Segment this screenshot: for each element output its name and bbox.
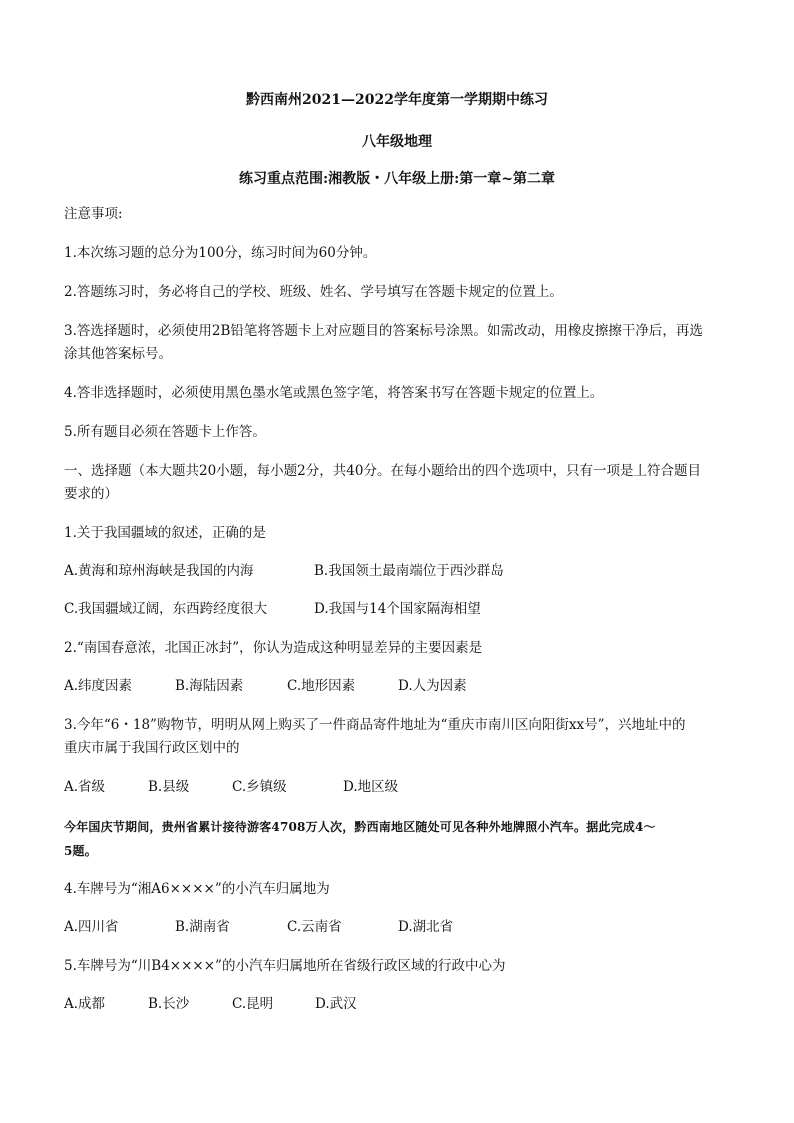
question-5-option-a: A.成都 <box>64 996 106 1012</box>
passage-text: 今年国庆节期间，贵州省累计接待游客4708万人次，黔西南地区随处可见各种外地牌照小汽车。据此完成4～ <box>64 820 656 834</box>
question-2-option-d: D.人为因素 <box>398 678 467 694</box>
exam-title: 黔西南州2021—2022学年度第一学期期中练习 <box>246 92 548 108</box>
section-heading: 一、选择题（本大题共20小题，每小题2分，共40分。在每小题给出的四个选项中，只有一项是丄符合题目 <box>64 463 701 479</box>
notice-item-3-cont: 涂其他答案标号。 <box>64 346 172 362</box>
question-5-option-c: C.昆明 <box>232 996 274 1012</box>
question-1-option-d: D.我国与14个国家隔海相望 <box>314 601 481 617</box>
question-4-stem: 4.车牌号为“湘A6××××”的小汽车归属地为 <box>64 881 330 897</box>
question-4-option-d: D.湖北省 <box>398 919 454 935</box>
notice-item-2: 2.答题练习时，务必将自己的学校、班级、姓名、学号填写在答题卡规定的位置上。 <box>64 284 563 300</box>
notice-item-5: 5.所有题目必须在答题卡上作答。 <box>64 424 266 440</box>
question-3-option-d: D.地区级 <box>343 779 399 795</box>
exam-scope: 练习重点范围:湘教版・八年级上册:第一章~第二章 <box>238 171 556 187</box>
question-2-stem: 2.“南国春意浓，北国正冰封”，你认为造成这种明显差异的主要因素是 <box>64 640 483 656</box>
question-3-option-a: A.省级 <box>64 779 106 795</box>
question-5-option-b: B.长沙 <box>148 996 190 1012</box>
notice-item-1: 1.本次练习题的总分为100分，练习时间为60分钟。 <box>64 245 377 261</box>
question-5-option-d: D.武汉 <box>315 996 357 1012</box>
question-4-option-b: B.湖南省 <box>175 919 230 935</box>
question-3-stem: 3.今年“6・18”购物节，明明从网上购买了一件商品寄件地址为“重庆市南川区向阳街xx号”，兴地址中的 <box>64 717 686 733</box>
question-4-option-a: A.四川省 <box>64 919 119 935</box>
question-1-stem: 1.关于我国疆域的叙述，正确的是 <box>64 525 266 541</box>
question-4-option-c: C.云南省 <box>287 919 342 935</box>
question-5-stem: 5.车牌号为“川B4××××”的小汽车归属地所在省级行政区域的行政中心为 <box>64 958 506 974</box>
question-1-option-c: C.我国疆域辽阔，东西跨经度很大 <box>64 601 268 617</box>
question-3-option-b: B.县级 <box>148 779 190 795</box>
question-1-option-a: A.黄海和琼州海峡是我国的内海 <box>64 563 254 579</box>
notice-heading: 注意事项: <box>64 206 123 222</box>
question-2-option-c: C.地形因素 <box>287 678 356 694</box>
section-heading-cont: 要求的） <box>64 486 118 502</box>
question-1-option-b: B.我国领土最南端位于西沙群岛 <box>314 563 504 579</box>
exam-subject: 八年级地理 <box>362 134 432 150</box>
question-2-option-b: B.海陆因素 <box>175 678 244 694</box>
question-3-option-c: C.乡镇级 <box>232 779 287 795</box>
notice-item-4: 4.答非选择题时，必须使用黑色墨水笔或黑色签字笔，将答案书写在答题卡规定的位置上。 <box>64 385 604 401</box>
question-3-stem-cont: 重庆市属于我国行政区划中的 <box>64 740 240 756</box>
notice-item-3: 3.答选择题时，必须使用2B铅笔将答题卡上对应题目的答案标号涂黑。如需改动，用橡皮擦擦干净后，再选 <box>64 323 703 339</box>
passage-text-cont: 5题。 <box>64 844 97 858</box>
question-2-option-a: A.纬度因素 <box>64 678 133 694</box>
